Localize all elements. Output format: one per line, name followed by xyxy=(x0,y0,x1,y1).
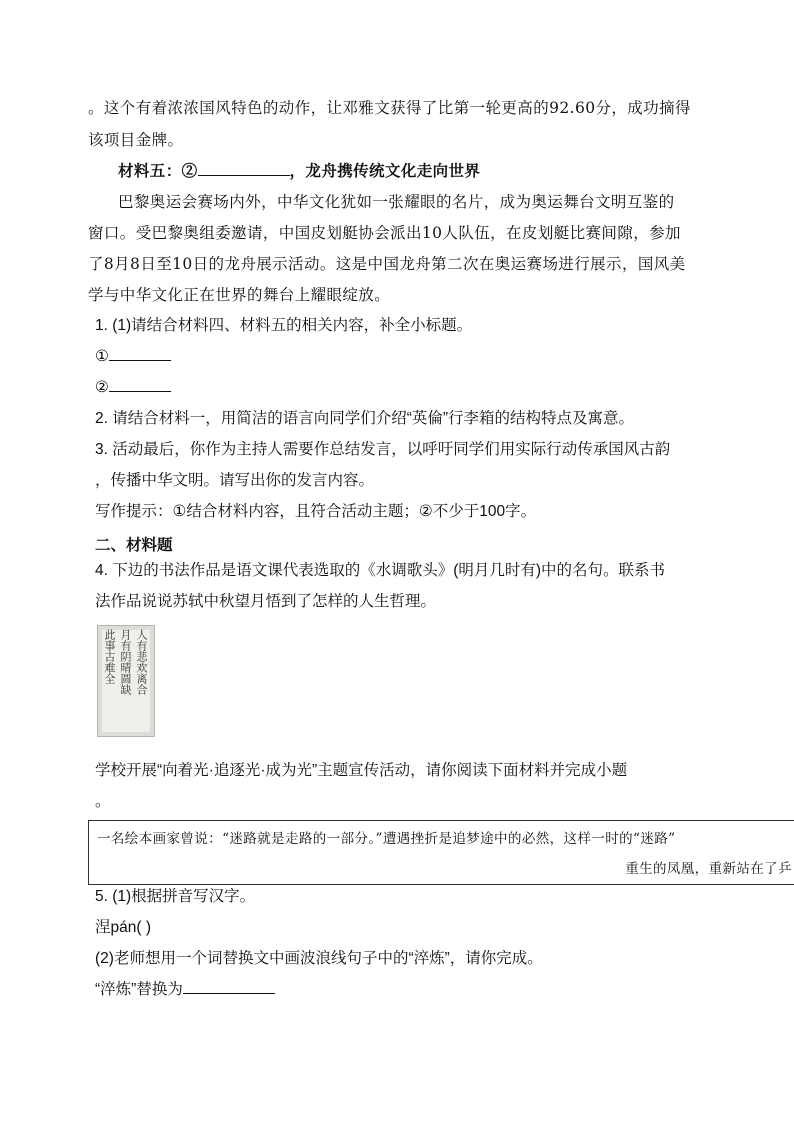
question-1-answer-2 xyxy=(95,377,171,399)
calligraphy-column-3: 此事古难全 xyxy=(103,629,116,684)
material5-para-line3: 了8月8日至10日的龙舟展示活动。这是中国龙舟第二次在奥运赛场进行展示，国风美 xyxy=(88,255,686,273)
question-3-tip: 写作提示：①结合材料内容，且符合活动主题；②不少于100字。 xyxy=(95,503,537,520)
material5-heading xyxy=(118,160,480,182)
material4-line2: 该项目金牌。 xyxy=(88,131,184,149)
material5-heading-suffix: ，龙舟携传统文化走向世界 xyxy=(289,161,481,180)
question-1: 1. (1)请结合材料四、材料五的相关内容，补全小标题。 xyxy=(95,317,473,334)
calligraphy-column-1: 人有悲欢离合 xyxy=(135,629,148,695)
material5-para-line4: 学与中华文化正在世界的舞台上耀眼绽放。 xyxy=(88,286,391,304)
section-2-title: 二、材料题 xyxy=(95,537,173,554)
calligraphy-image xyxy=(97,625,155,737)
question-3-line2: ，传播中华文明。请写出你的发言内容。 xyxy=(95,472,375,489)
question-5-1: 5. (1)根据拼音写汉字。 xyxy=(95,888,256,905)
question-1-blank1[interactable] xyxy=(109,346,171,361)
material4-line1: 。这个有着浓浓国风特色的动作，让邓雅文获得了比第一轮更高的92.60分，成功摘得 xyxy=(88,99,691,117)
material5-para-line2: 窗口。受巴黎奥组委邀请，中国皮划艇协会派出10人队伍，在皮划艇比赛间隙，参加 xyxy=(88,224,681,242)
quote-line1: 一名绘本画家曾说：“迷路就是走路的一部分。”遭遇挫折是追梦途中的必然，这样一时的“迷路” xyxy=(97,831,676,847)
question-1-answer-1 xyxy=(95,346,171,368)
activity-line1: 学校开展“向着光·追逐光·成为光”主题宣传活动，请你阅读下面材料并完成小题 xyxy=(95,762,628,779)
material5-para-line1: 巴黎奥运会赛场内外，中华文化犹如一张耀眼的名片，成为奥运舞台文明互鉴的 xyxy=(118,193,675,211)
question-5-1-item[interactable]: 涅pán( ) xyxy=(95,919,151,936)
question-4-line1: 4. 下边的书法作品是语文课代表选取的《水调歌头》(明月几时有)中的名句。联系书 xyxy=(95,562,666,579)
question-3-line1: 3. 活动最后，你作为主持人需要作总结发言，以呼吁同学们用实际行动传承国风古韵 xyxy=(95,441,671,458)
activity-line2: 。 xyxy=(95,793,111,810)
question-5-2-blank[interactable] xyxy=(183,979,275,994)
quote-line2: 重生的凤凰，重新站在了乒 xyxy=(625,861,792,877)
question-5-2-answer-label: “淬炼”替换为 xyxy=(95,981,183,998)
material5-heading-blank[interactable] xyxy=(198,161,290,176)
question-5-2-answer xyxy=(95,979,275,1001)
material5-heading-prefix: 材料五：② xyxy=(118,161,198,180)
quote-box xyxy=(88,820,794,885)
question-1-blank1-label: ① xyxy=(95,348,109,365)
question-1-blank2[interactable] xyxy=(109,377,171,392)
question-2: 2. 请结合材料一，用简洁的语言向同学们介绍“英倫”行李箱的结构特点及寓意。 xyxy=(95,410,635,427)
calligraphy-column-2: 月有阴晴圆缺 xyxy=(119,629,132,695)
question-1-blank2-label: ② xyxy=(95,379,109,396)
question-4-line2: 法作品说说苏轼中秋望月悟到了怎样的人生哲理。 xyxy=(95,593,437,610)
question-5-2: (2)老师想用一个词替换文中画波浪线句子中的“淬炼”，请你完成。 xyxy=(95,950,543,967)
